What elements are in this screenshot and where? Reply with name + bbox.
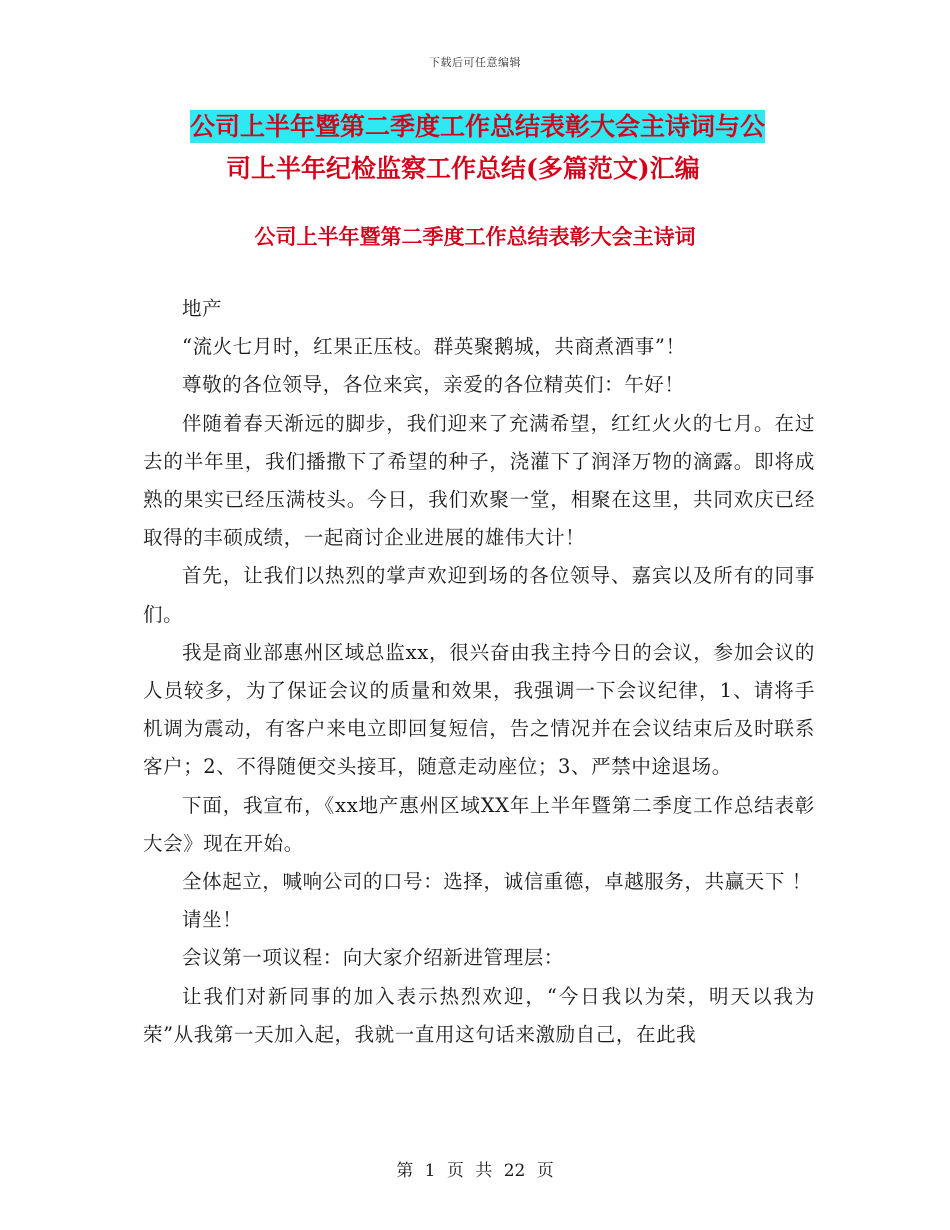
- document-title-line-1: 公司上半年暨第二季度工作总结表彰大会主诗词与公: [190, 112, 766, 141]
- paragraph: 我是商业部惠州区域总监xx，很兴奋由我主持今日的会议，参加会议的人员较多，为了保证会议的质量和效果，我强调一下会议纪律，1、请将手机调为震动，有客户来电立即回复短信，告之情况并在会议结束后及时联系客户；2、不得随便交头接耳，随意走动座位；3、严禁中途退场。: [143, 640, 815, 779]
- page-number-footer: 第 1 页 共 22 页: [396, 1161, 554, 1181]
- paragraph: 尊敬的各位领导，各位来宾，亲爱的各位精英们：午好！: [182, 373, 685, 397]
- paragraph: 伴随着春天渐远的脚步，我们迎来了充满希望，红红火火的七月。在过去的半年里，我们播撒下了希望的种子，浇灌下了润泽万物的滴露。即将成熟的果实已经压满枝头。今日，我们欢聚一堂，相聚在这里，共同欢庆已经取得的丰硕成绩，一起商讨企业进展的雄伟大计！: [143, 411, 815, 550]
- paragraph: “流火七月时，红果正压枝。群英聚鹅城，共商煮酒事”！: [182, 335, 686, 359]
- paragraph: 请坐！: [182, 908, 243, 932]
- paragraph: 全体起立，喊响公司的口号：选择，诚信重德，卓越服务，共赢天下 ！: [182, 870, 812, 894]
- paragraph: 会议第一项议程：向大家介绍新进管理层：: [182, 946, 564, 970]
- document-body: [143, 290, 815, 1054]
- section-title: 公司上半年暨第二季度工作总结表彰大会主诗词: [254, 224, 696, 249]
- page-header-note: 下载后可任意编辑: [429, 56, 521, 69]
- document-title-line-2: 司上半年纪检监察工作总结(多篇范文)汇编: [226, 154, 700, 183]
- paragraph: 让我们对新同事的加入表示热烈欢迎，“今日我以为荣，明天以我为荣”从我第一天加入起，我就一直用这句话来激励自己，在此我: [143, 984, 815, 1046]
- paragraph: 下面，我宣布，《xx地产惠州区域XX年上半年暨第二季度工作总结表彰大会》现在开始。: [143, 793, 815, 855]
- document-title: [190, 106, 810, 190]
- paragraph: 首先，让我们以热烈的掌声欢迎到场的各位领导、嘉宾以及所有的同事们。: [143, 564, 815, 626]
- paragraph: 地产: [182, 297, 223, 320]
